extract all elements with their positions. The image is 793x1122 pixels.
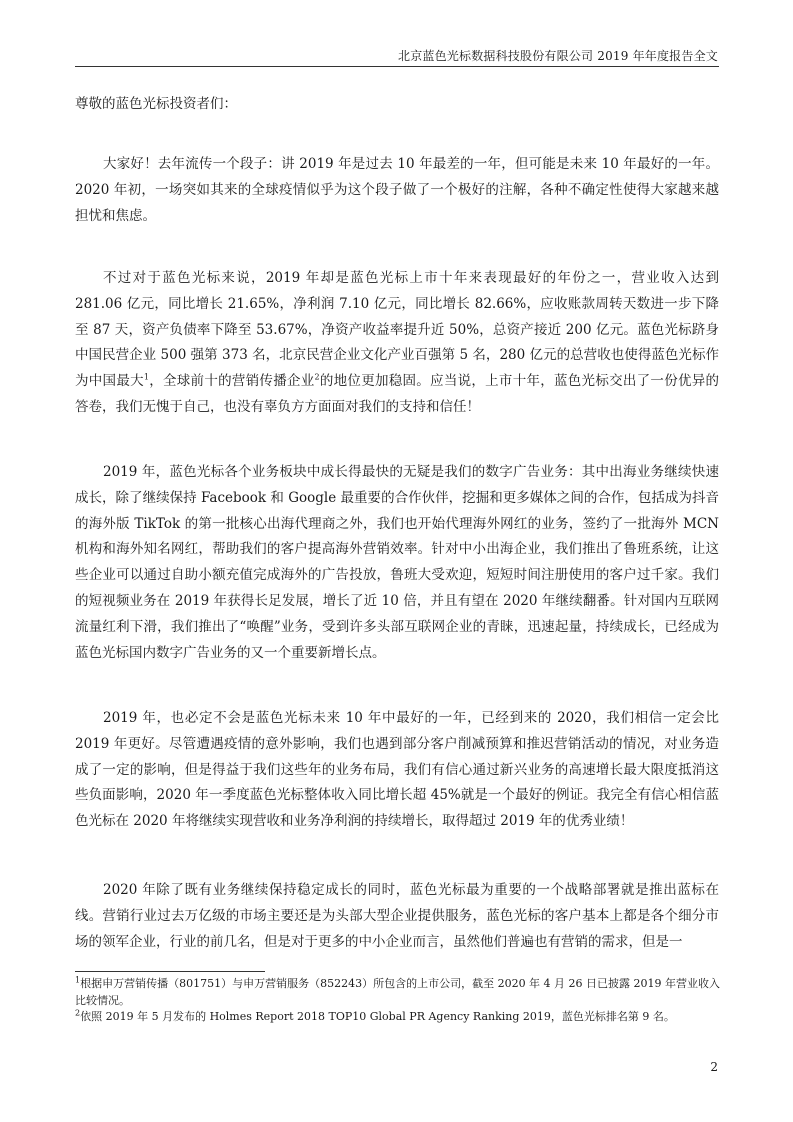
paragraph-2-part-a: 不过对于蓝色光标来说，2019 年却是蓝色光标上市十年来表现最好的年份之一，营业收入达到 281.06 亿元，同比增长 21.65%，净利润 7.10 亿元，同比增长 82.66%，应收账款周转天数进一步下降至 87 天，资产负债率下降至 53.67%，净资产收益率提升近 50%，总资产接近 200 亿元。蓝色光标跻身中国民营企业 500 强第 373 名，北京民营企业文化产业百强第 5 名，280 亿元的总营收也使得蓝色光标作为中国最大 — [75, 270, 719, 390]
footnotes — [75, 976, 725, 1026]
paragraph-3: 2019 年，蓝色光标各个业务板块中成长得最快的无疑是我们的数字广告业务：其中出海业务继续快速成长，除了继续保持 Facebook 和 Google 最重要的合作伙伴，挖掘和更多媒体之间的合作，包括成为抖音的海外版 TikTok 的第一批核心出海代理商之外，我们也开始代理海外网红的业务，签约了一批海外 MCN 机构和海外知名网红，帮助我们的客户提高海外营销效率。针对中小出海企业，我们推出了鲁班系统，让这些企业可以通过自助小额充值完成海外的广告投放，鲁班大受欢迎，短短时间注册使用的客户过千家。我们的短视频业务在 2019 年获得长足发展，增长了近 10 倍，并且有望在 2020 年继续翻番。针对国内互联网流量红利下滑，我们推出了“唤醒”业务，受到许多头部互联网企业的青睐，迅速起量，持续成长，已经成为蓝色光标国内数字广告业务的又一个重要新增长点。 — [75, 464, 719, 661]
footnote-text: 依照 2019 年 5 月发布的 Holmes Report 2018 TOP10 Global PR Agency Ranking 2019，蓝色光标排名第 9 名。 — [80, 1010, 675, 1023]
footnote-1 — [75, 976, 725, 1009]
footnote-2 — [75, 1009, 725, 1026]
salutation: 尊敬的蓝色光标投资者们： — [75, 96, 237, 112]
paragraph-2 — [75, 266, 719, 421]
header-divider — [75, 66, 719, 67]
footnote-mark: 1 — [75, 975, 81, 985]
footnote-mark: 2 — [75, 1008, 81, 1018]
page-number: 2 — [710, 1060, 718, 1074]
footnote-text: 根据申万营销传播（801751）与申万营销服务（852243）所包含的上市公司，截至 2020 年 4 月 26 日已披露 2019 年营业收入比较情况。 — [75, 977, 721, 1007]
paragraph-4: 2019 年，也必定不会是蓝色光标未来 10 年中最好的一年，已经到来的 2020，我们相信一定会比 2019 年更好。尽管遭遇疫情的意外影响，我们也遇到部分客户削减预算和推迟营销活动的情况，对业务造成了一定的影响，但是得益于我们这些年的业务布局，我们有信心通过新兴业务的高速增长最大限度抵消这些负面影响，2020 年一季度蓝色光标整体收入同比增长超 45%就是一个最好的例证。我完全有信心相信蓝色光标在 2020 年将继续实现营收和业务净利润的持续增长，取得超过 2019 年的优秀业绩！ — [75, 710, 719, 830]
paragraph-5: 2020 年除了既有业务继续保持稳定成长的同时，蓝色光标最为重要的一个战略部署就是推出蓝标在线。营销行业过去万亿级的市场主要还是为头部大型企业提供服务，蓝色光标的客户基本上都是各个细分市场的领军企业，行业的前几名，但是对于更多的中小企业而言，虽然他们普遍也有营销的需求，但是一 — [75, 882, 719, 950]
paragraph-2-part-c: 的地位更加稳固。应当说，上市十年，蓝色光标交出了一份优异的答卷，我们无愧于自己，也没有辜负方方面面对我们的支持和信任！ — [75, 373, 720, 415]
footnote-ref-1: 1 — [143, 372, 149, 382]
header-title: 北京蓝色光标数据科技股份有限公司 2019 年年度报告全文 — [398, 49, 718, 63]
footnote-divider — [75, 971, 265, 972]
paragraph-2-part-b: ，全球前十的营销传播企业 — [148, 373, 315, 390]
footnote-ref-2: 2 — [314, 372, 320, 382]
paragraph-1: 大家好！去年流传一个段子：讲 2019 年是过去 10 年最差的一年，但可能是未来 10 年最好的一年。2020 年初，一场突如其来的全球疫情似乎为这个段子做了一个极好的注解，各种不确定性使得大家越来越担忧和焦虑。 — [75, 156, 719, 224]
